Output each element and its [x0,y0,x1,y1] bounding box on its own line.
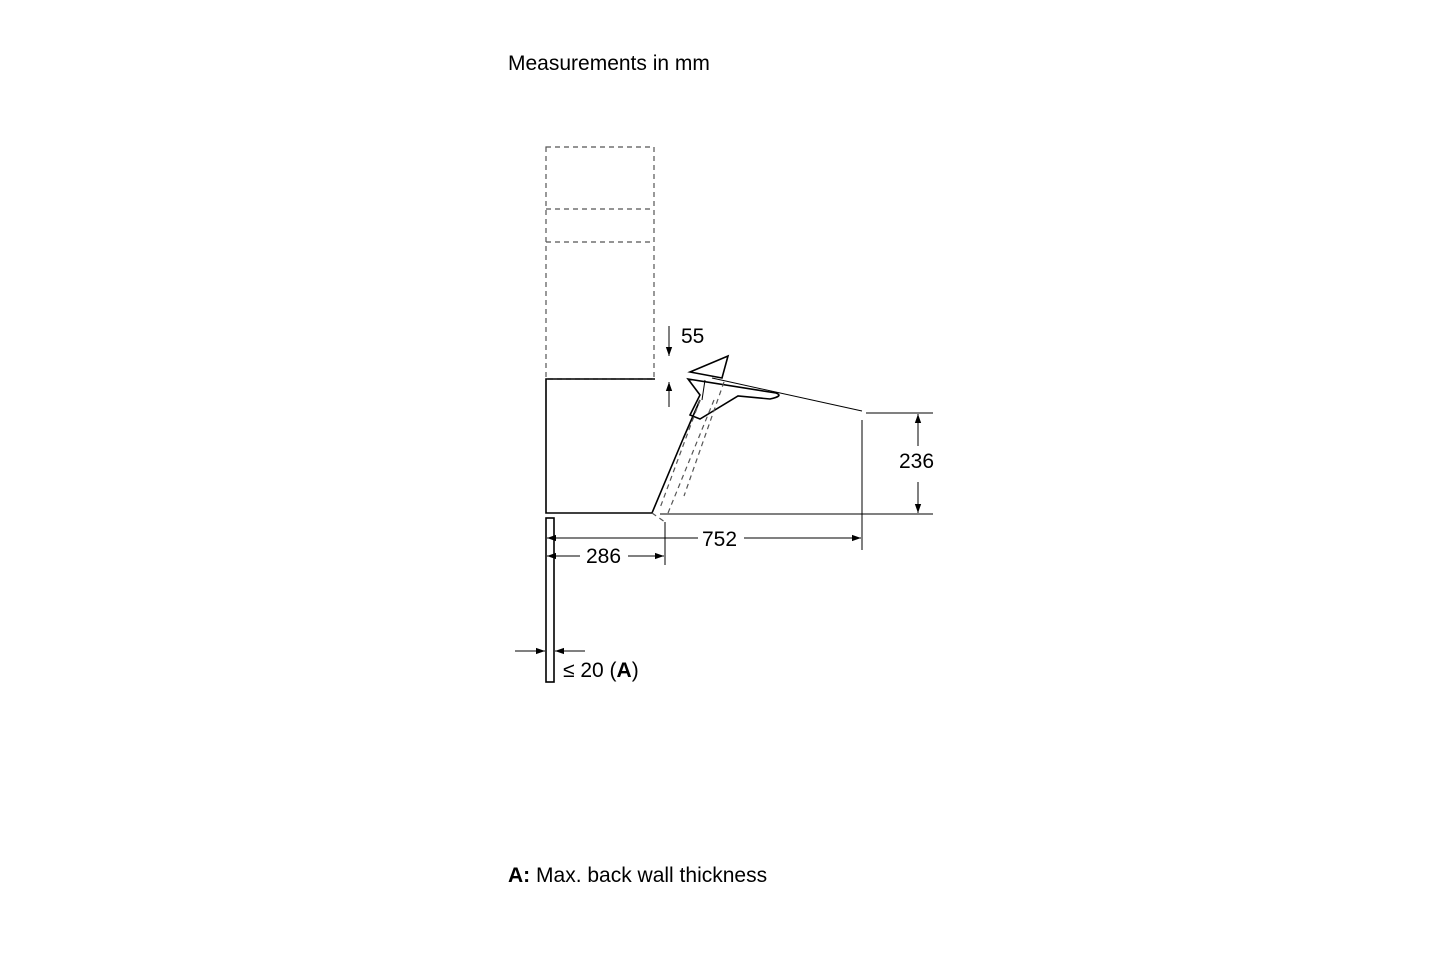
dimension-286 [547,545,664,568]
chimney-outline [546,147,654,379]
dimension-752-label: 752 [702,528,738,551]
extension-lines [546,413,933,565]
hood-body [546,379,700,513]
legend [508,864,767,888]
dimension-wall-thickness-label [563,659,639,682]
dimension-236-label: 236 [899,450,935,473]
page-title: Measurements in mm [508,52,710,75]
panel-closed-outline [652,382,724,522]
dimension-55-label: 55 [681,325,705,348]
dimension-wall-thickness [515,651,639,682]
dimension-286-label: 286 [586,545,622,568]
wall-thickness-suffix: ) [631,659,639,682]
dimension-236 [899,414,934,513]
wall-thickness-prefix: ≤ 20 ( [563,659,617,682]
legend-key: A: [508,864,531,887]
back-wall [546,518,554,682]
wall-thickness-key: A [616,659,632,682]
legend-text: Max. back wall thickness [536,864,768,887]
